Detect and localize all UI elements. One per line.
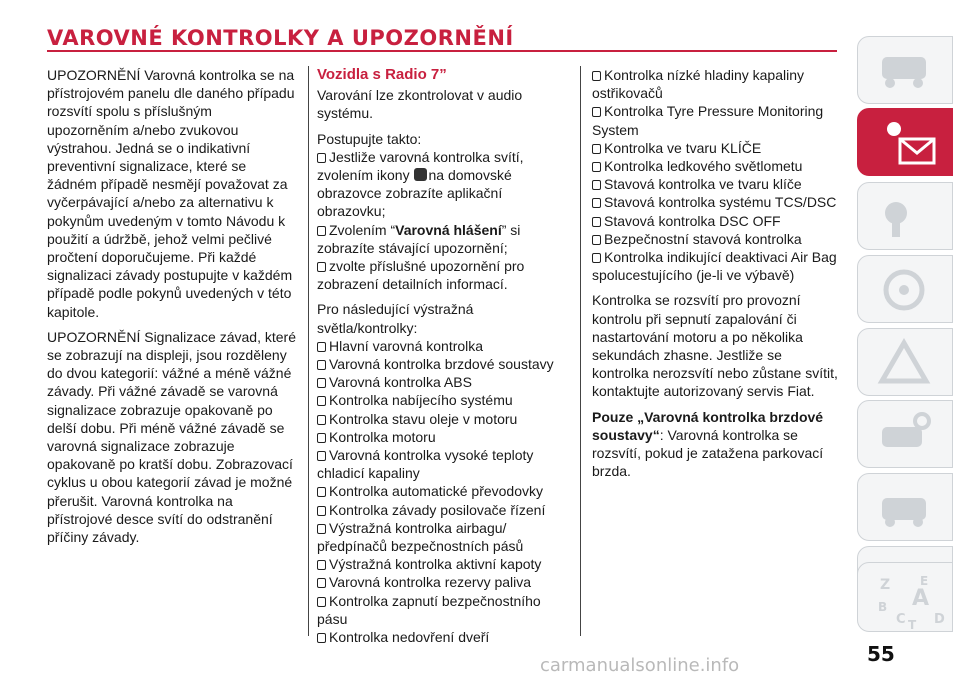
svg-text:B: B xyxy=(878,600,888,614)
warning-paragraph: UPOZORNĚNÍ Varovná kontrolka se na přístrojovém panelu dle daného případu rozsvítí spolu s příslušným upozorněním a/nebo zvukovou výstrahou. Jedná se o indikativní preventivní signalizace, které se žádném případě nesmějí považovat za vyčerpávající a/nebo za alternativu k pokynům uvedeným v tomto Návodu k použití a údržbě, jehož velmi pečlivé pročtení doporučujeme. Při každé signalizaci závady postupujte v každém případě podle pokynů uvedených v této kapitole. xyxy=(47,67,295,320)
triangle-warning-icon xyxy=(876,337,936,387)
bullet-icon xyxy=(592,217,601,227)
bullet-icon xyxy=(592,253,601,263)
bullet-icon xyxy=(317,506,326,516)
key-icon xyxy=(876,191,936,241)
tech-data-tab[interactable] xyxy=(857,473,953,541)
list-item: Kontrolka zapnutí bezpečnostního pásu xyxy=(317,592,541,627)
bullet-icon xyxy=(317,487,326,497)
bullet-icon xyxy=(592,107,601,117)
svg-text:A: A xyxy=(912,586,930,611)
bullet-icon xyxy=(317,524,326,534)
page-number: 55 xyxy=(867,642,895,666)
list-item: Výstražná kontrolka aktivní kapoty xyxy=(317,555,567,573)
page-title: VAROVNÉ KONTROLKY A UPOZORNĚNÍ xyxy=(47,26,514,50)
bullet-icon xyxy=(592,180,601,190)
list-item: Kontrolka nabíjecího systému xyxy=(317,391,567,409)
emergency-tab[interactable] xyxy=(857,328,953,396)
list-label: Pro následující výstražná světla/kontrolky: xyxy=(317,301,474,336)
warning-paragraph: UPOZORNĚNÍ Signalizace závad, které se zobrazují na displeji, jsou rozděleny do dvou kategorií: vážné a méně vážné závady. Při vážné závadě se varovná signalizace zobrazuje opakovaně po delší dobu. Při méně vážné závadě se varovná signalizace zobrazuje opakovaně po kratší dobu. Zobrazovací cyklus u obou kategorií závad je možné přerušit. Varovná kontrolka na přístrojové desce svítí do odstranění příčiny závady. xyxy=(47,328,296,546)
svg-text:Z: Z xyxy=(880,577,891,593)
intro-text: Varování lze zkontrolovat v audio systému. xyxy=(317,87,523,122)
bullet-icon xyxy=(317,262,326,272)
warning-lights-tab[interactable] xyxy=(857,108,953,176)
column-2 xyxy=(317,66,567,646)
list-item: Varovná kontrolka vysoké teploty chladicí kapaliny xyxy=(317,447,534,482)
column-divider xyxy=(308,66,309,636)
list-item: Kontrolka stavu oleje v motoru xyxy=(317,410,567,428)
list-item: Varovná kontrolka brzdové soustavy xyxy=(317,355,567,373)
bullet-icon xyxy=(317,378,326,388)
list-item: Kontrolka motoru xyxy=(317,428,567,446)
list-item: Kontrolka nedovření dveří xyxy=(317,628,567,646)
bullet-icon xyxy=(317,433,326,443)
list-item: Kontrolka Tyre Pressure Monitoring System xyxy=(592,103,824,138)
watermark: carmanualsonline.info xyxy=(540,655,740,676)
list-item: Kontrolka ledkového světlometu xyxy=(592,157,842,175)
key-tab[interactable] xyxy=(857,182,953,250)
steps-label: Postupujte takto: xyxy=(317,130,422,147)
list-item: Stavová kontrolka ve tvaru klíče xyxy=(592,175,842,193)
bullet-icon xyxy=(317,415,326,425)
list-item: Kontrolka nízké hladiny kapaliny ostřikovačů xyxy=(592,67,805,102)
warning-list xyxy=(317,337,567,646)
bullet-icon xyxy=(317,360,326,370)
bullet-icon xyxy=(592,144,601,154)
bullet-icon xyxy=(592,235,601,245)
app-home-icon xyxy=(414,168,427,181)
section-heading: Vozidla s Radio 7” xyxy=(317,66,447,83)
list-item: Kontrolka automatické převodovky xyxy=(317,482,567,500)
list-item: Stavová kontrolka DSC OFF xyxy=(592,212,842,230)
bullet-icon xyxy=(592,198,601,208)
maintenance-tab[interactable] xyxy=(857,400,953,468)
bullet-icon xyxy=(317,578,326,588)
bullet-icon xyxy=(592,71,601,81)
index-letters-icon xyxy=(876,571,954,631)
steering-tab[interactable] xyxy=(857,255,953,323)
bullet-icon xyxy=(317,342,326,352)
bullet-icon xyxy=(317,597,326,607)
list-item: Varovná kontrolka ABS xyxy=(317,373,567,391)
car-tab[interactable] xyxy=(857,36,953,104)
warning-lights-icon xyxy=(876,117,936,167)
svg-text:T: T xyxy=(908,618,917,631)
list-item: Varovná kontrolka rezervy paliva xyxy=(317,573,567,591)
column-divider xyxy=(580,66,581,636)
car-tech-icon xyxy=(876,482,936,532)
svg-text:E: E xyxy=(920,574,929,588)
list-item: Hlavní varovná kontrolka xyxy=(317,337,567,355)
bullet-icon xyxy=(317,396,326,406)
bullet-icon xyxy=(317,226,326,236)
brake-note: Pouze „Varovná kontrolka brzdové soustavy“: Varovná kontrolka se rozsvítí, pokud je zatažena parkovací brzda. xyxy=(592,408,824,480)
list-item: Kontrolka závady posilovače řízení xyxy=(317,501,567,519)
bullet-icon xyxy=(592,162,601,172)
bullet-icon xyxy=(317,633,326,643)
list-item: Bezpečnostní stavová kontrolka xyxy=(592,230,842,248)
wrench-car-icon xyxy=(876,409,936,459)
bullet-icon xyxy=(317,153,326,163)
steering-wheel-icon xyxy=(876,264,936,314)
warning-list xyxy=(592,66,842,284)
index-tab[interactable] xyxy=(857,562,953,632)
info-paragraph: Kontrolka se rozsvítí pro provozní kontrolu při sepnutí zapalování či nastartování motoru a po několika sekundách zhasne. Jestliže se kontrolka nerozsvítí nebo zůstane svítit, kontaktujte autorizovaný servis Fiat. xyxy=(592,292,838,400)
svg-text:C: C xyxy=(896,612,906,627)
svg-text:D: D xyxy=(934,612,945,627)
list-item: Výstražná kontrolka airbagu/ předpínačů bezpečnostních pásů xyxy=(317,519,524,555)
bullet-icon xyxy=(317,451,326,461)
list-item: Stavová kontrolka systému TCS/DSC xyxy=(592,193,842,211)
car-icon xyxy=(876,45,936,95)
title-divider xyxy=(47,50,837,52)
step-item: Jestliže varovná kontrolka svítí, zvolením ikony na domovské obrazovce zobrazíte aplikační obrazovku; xyxy=(317,148,524,220)
bullet-icon xyxy=(317,560,326,570)
step-item: Zvolením “Varovná hlášení” si zobrazíte stávající upozornění; xyxy=(317,221,521,256)
step-item: zvolte příslušné upozornění pro zobrazení detailních informací. xyxy=(317,258,525,293)
list-item: Kontrolka indikující deaktivaci Air Bag spolucestujícího (je-li ve výbavě) xyxy=(592,249,837,284)
column-3 xyxy=(592,66,842,487)
column-1 xyxy=(47,66,297,553)
list-item: Kontrolka ve tvaru KLÍČE xyxy=(592,139,842,157)
